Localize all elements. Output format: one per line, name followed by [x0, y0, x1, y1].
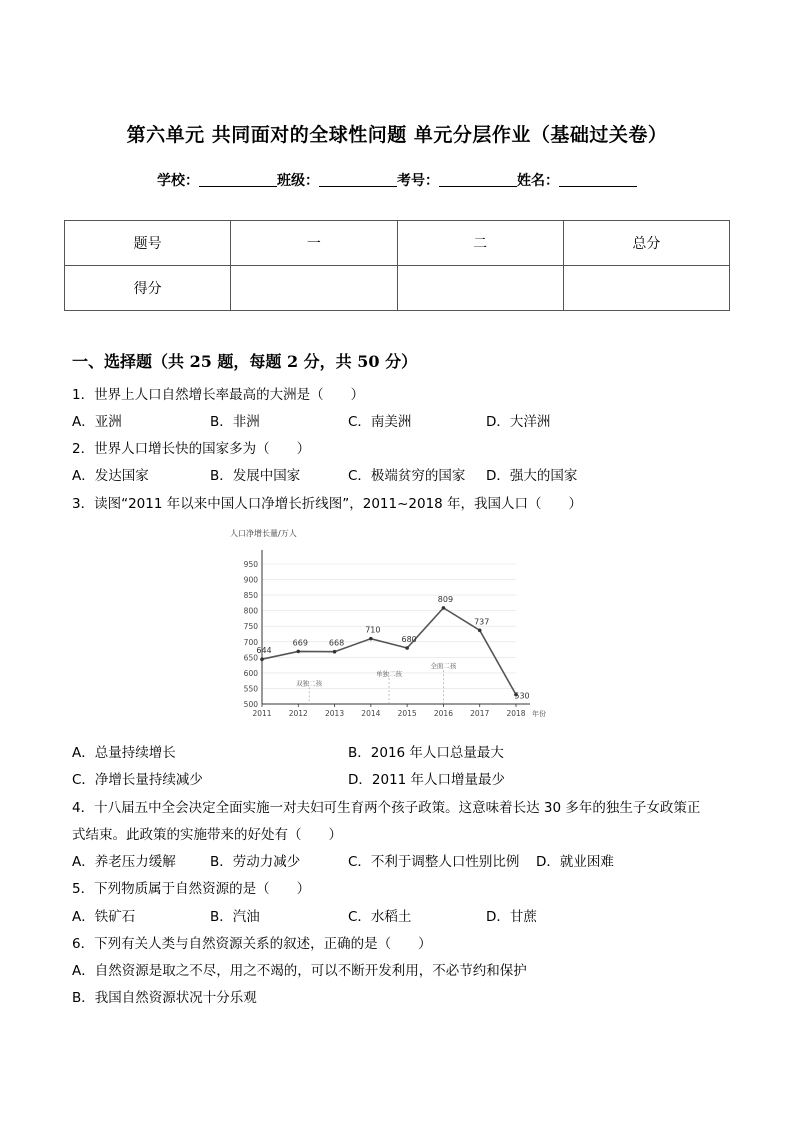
option[interactable]: D．强大的国家 [486, 468, 578, 484]
option[interactable]: B．发展中国家 [210, 468, 301, 484]
table-cell: 题号 [65, 221, 231, 266]
option[interactable]: C．南美洲 [348, 414, 412, 430]
data-label: 680 [401, 635, 417, 644]
class-label: 班级： [277, 173, 319, 189]
data-label: 669 [292, 638, 308, 648]
policy-annotation: 全面二孩 [430, 662, 457, 671]
y-tick-label: 550 [243, 684, 258, 694]
page-title: 第六单元 共同面对的全球性问题 单元分层作业（基础过关卷） [126, 124, 668, 146]
option[interactable]: D．2011 年人口增量最少 [348, 772, 506, 788]
x-tick-label: 2016 [433, 709, 453, 718]
y-tick-label: 800 [243, 606, 258, 616]
student-info [0, 170, 794, 190]
y-tick-label: 600 [243, 668, 258, 678]
data-point [260, 657, 264, 661]
score-cell[interactable] [563, 266, 729, 311]
name-field[interactable] [559, 172, 637, 187]
y-tick-label: 850 [243, 591, 258, 601]
question-5: 5．下列物质属于自然资源的是（ ） [72, 881, 311, 897]
option[interactable]: D．大洋洲 [486, 414, 551, 430]
policy-annotation: 双独二孩 [296, 679, 323, 688]
data-point [296, 650, 300, 654]
data-point [405, 646, 409, 650]
option[interactable]: B．我国自然资源状况十分乐观 [72, 990, 257, 1006]
y-tick-label: 750 [243, 622, 258, 632]
option[interactable]: D．就业困难 [536, 854, 614, 870]
table-cell: 一 [231, 221, 397, 266]
y-tick-label: 500 [243, 700, 258, 709]
x-tick-label: 2018 [506, 709, 526, 718]
question-1: 1．世界上人口自然增长率最高的大洲是（ ） [72, 387, 365, 403]
data-label: 809 [437, 594, 454, 604]
x-tick-label: 2017 [470, 709, 490, 718]
question-6: 6．下列有关人类与自然资源关系的叙述，正确的是（ ） [72, 936, 432, 952]
data-label: 710 [365, 625, 381, 635]
exam-no-label: 考号： [397, 173, 439, 189]
data-label: 737 [474, 617, 490, 627]
table-cell: 得分 [65, 266, 231, 311]
option[interactable]: C．极端贫穷的国家 [348, 468, 466, 484]
y-tick-label: 950 [243, 560, 258, 569]
option[interactable]: A．总量持续增长 [72, 745, 176, 761]
option[interactable]: A．亚洲 [72, 414, 122, 430]
x-tick-label: 2015 [397, 709, 417, 718]
question-2: 2．世界人口增长快的国家多为（ ） [72, 441, 311, 457]
option[interactable]: C．水稻土 [348, 909, 412, 925]
table-cell: 总分 [563, 221, 729, 266]
x-tick-label: 2012 [288, 709, 308, 718]
option[interactable]: A．铁矿石 [72, 909, 136, 925]
table-cell: 二 [397, 221, 563, 266]
option[interactable]: A．发达国家 [72, 468, 149, 484]
school-field[interactable] [199, 172, 277, 187]
question-4: 4．十八届五中全会决定全面实施一对夫妇可生育两个孩子政策。这意味着长达 30 多年的独生子女政策正 [72, 800, 701, 816]
chart-ylabel: 人口净增长量/万人 [230, 529, 297, 538]
policy-annotation: 单独二孩 [376, 670, 402, 678]
data-point [369, 637, 373, 641]
population-line-chart [226, 524, 556, 720]
option[interactable]: B．2016 年人口总量最大 [348, 745, 504, 761]
option[interactable]: C．净增长量持续减少 [72, 772, 203, 788]
school-label: 学校： [157, 173, 199, 189]
x-tick-label: 2013 [325, 709, 345, 718]
option[interactable]: B．非洲 [210, 414, 260, 430]
x-unit-label: 年份 [532, 710, 546, 718]
y-tick-label: 700 [243, 637, 258, 647]
data-point [333, 650, 337, 654]
x-tick-label: 2011 [252, 709, 272, 718]
option[interactable]: C．不利于调整人口性别比例 [348, 854, 520, 870]
table-row [65, 266, 730, 311]
option[interactable]: A．自然资源是取之不尽，用之不竭的，可以不断开发利用，不必节约和保护 [72, 963, 527, 979]
score-table [64, 220, 730, 311]
data-label: 668 [328, 638, 345, 648]
data-point [478, 628, 482, 632]
data-point [442, 606, 446, 610]
class-field[interactable] [319, 172, 397, 187]
score-cell[interactable] [231, 266, 397, 311]
y-tick-label: 900 [243, 575, 258, 585]
option[interactable]: A．养老压力缓解 [72, 854, 176, 870]
y-tick-label: 650 [243, 653, 258, 663]
data-label: 530 [514, 691, 530, 701]
x-tick-label: 2014 [361, 709, 381, 718]
option[interactable]: D．甘蔗 [486, 909, 537, 925]
option[interactable]: B．汽油 [210, 909, 260, 925]
data-label: 644 [256, 646, 272, 656]
question-4-cont: 式结束。此政策的实施带来的好处有（ ） [72, 827, 342, 843]
option[interactable]: B．劳动力减少 [210, 854, 301, 870]
exam-no-field[interactable] [439, 172, 517, 187]
section-heading: 一、选择题（共 25 题，每题 2 分，共 50 分） [72, 352, 418, 371]
question-3: 3．读图“2011 年以来中国人口净增长折线图”，2011~2018 年，我国人口（ ） [72, 496, 583, 512]
table-row [65, 221, 730, 266]
score-cell[interactable] [397, 266, 563, 311]
name-label: 姓名： [517, 173, 559, 189]
